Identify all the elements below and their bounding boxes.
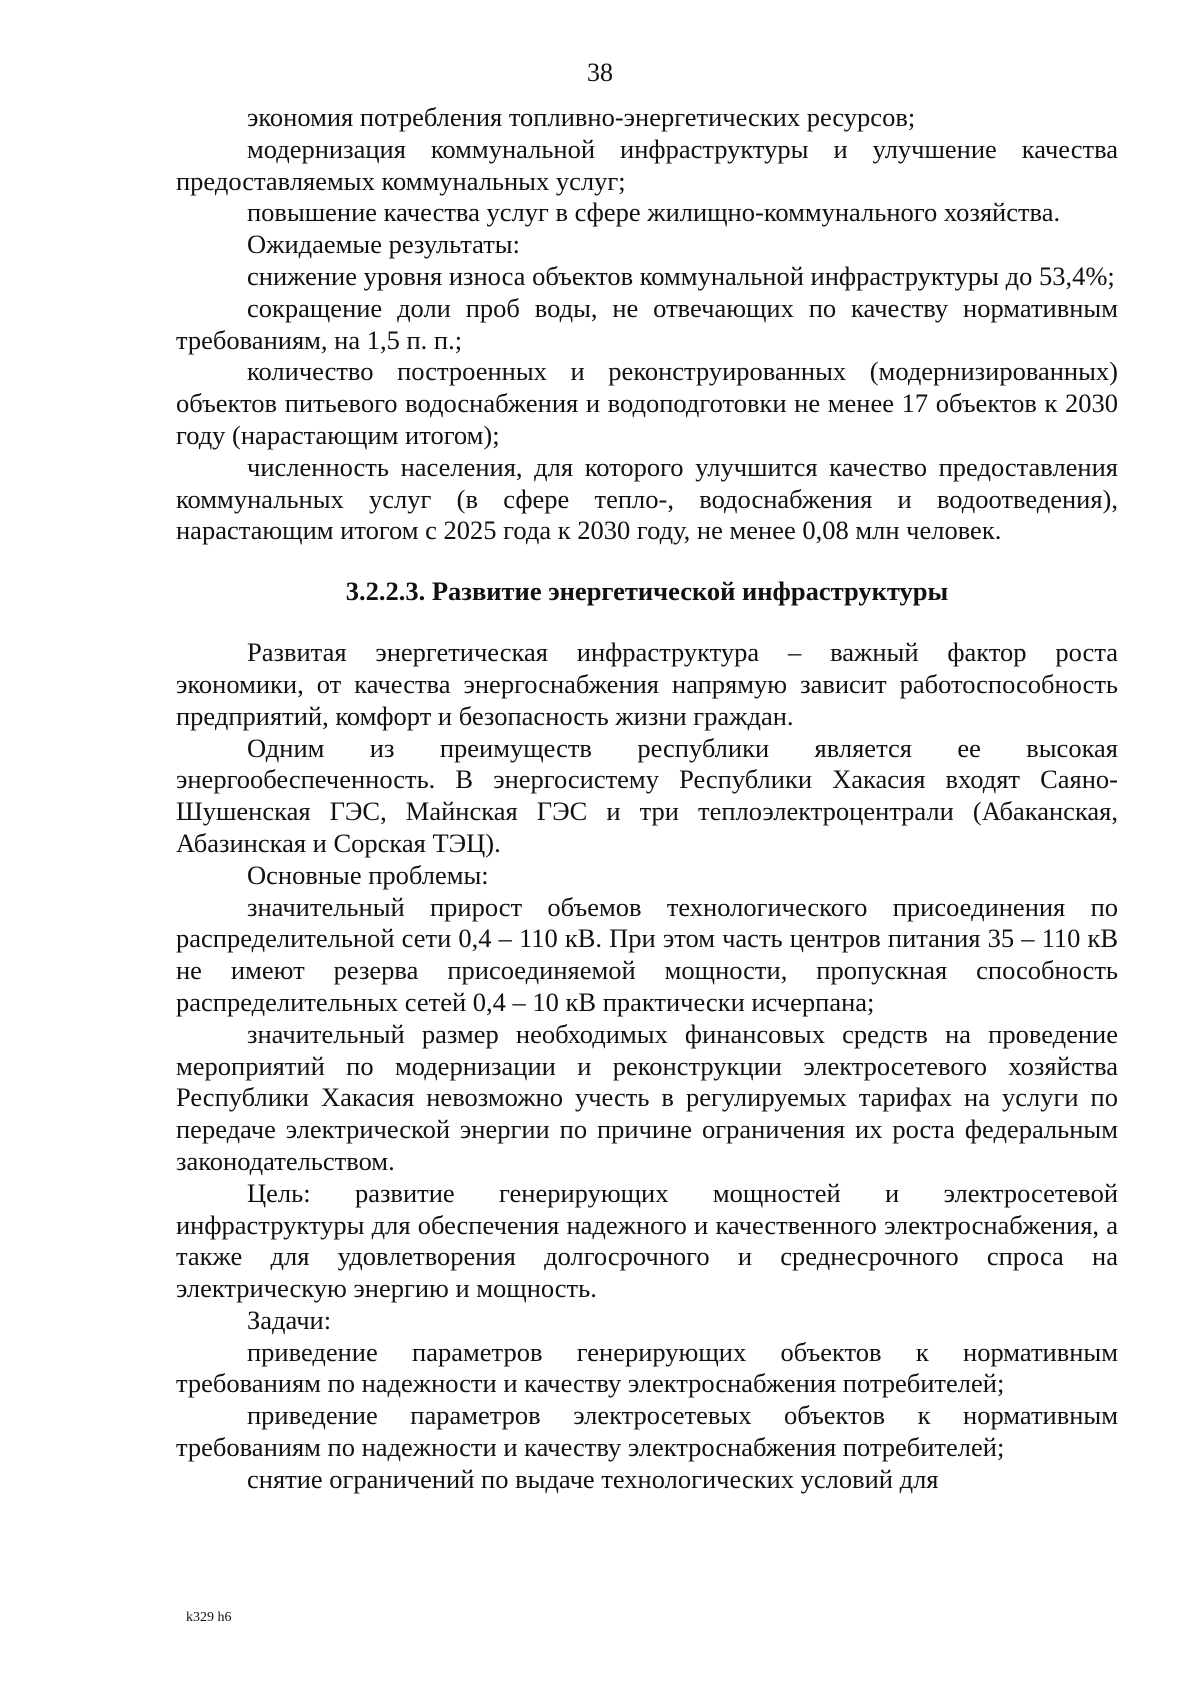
paragraph: Основные проблемы: bbox=[247, 859, 489, 890]
paragraph: повышение качества услуг в сфере жилищно-коммунального хозяйства. bbox=[247, 197, 1061, 228]
paragraph: приведение параметров электросетевых объектов к нормативным требованиям по надежности и качеству электроснабжения потребителей; bbox=[176, 1400, 1118, 1463]
paragraph: значительный прирост объемов технологического присоединения по распределительной сети 0,4 – 110 кВ. При этом часть центров питания 35 – 110 кВ не имеют резерва присоединяемой мощности, пропускная способность распределительных сетей 0,4 – 10 кВ практически исчерпана; bbox=[176, 891, 1118, 1017]
paragraph: значительный размер необходимых финансовых средств на проведение мероприятий по модернизации и реконструкции электросетевого хозяйства Республики Хакасия невозможно учесть в регулируемых тарифах на услуги по передаче электрической энергии по причине ограничения их роста федеральным законодательством. bbox=[176, 1018, 1118, 1176]
paragraph: количество построенных и реконструированных (модернизированных) объектов питьевого водоснабжения и водоподготовки не менее 17 объектов к 2030 году (нарастающим итогом); bbox=[176, 356, 1118, 450]
paragraph: снятие ограничений по выдаче технологических условий для bbox=[247, 1463, 939, 1494]
paragraph: экономия потребления топливно-энергетических ресурсов; bbox=[247, 102, 916, 132]
footer-code: k329 h6 bbox=[186, 1610, 232, 1625]
paragraph: снижение уровня износа объектов коммунальной инфраструктуры до 53,4%; bbox=[247, 260, 1115, 291]
paragraph: Ожидаемые результаты: bbox=[247, 229, 520, 260]
paragraph: приведение параметров генерирующих объектов к нормативным требованиям по надежности и качеству электроснабжения потребителей; bbox=[176, 1336, 1118, 1399]
paragraph: численность населения, для которого улучшится качество предоставления коммунальных услуг (в сфере тепло-, водоснабжения и водоотведения), нарастающим итогом с 2025 года к 2030 году, не менее 0,08 млн человек. bbox=[176, 451, 1118, 546]
section-heading: 3.2.2.3. Развитие энергетической инфраструктуры bbox=[345, 576, 949, 607]
paragraph: Цель: развитие генерирующих мощностей и электросетевой инфраструктуры для обеспечения надежного и качественного электроснабжения, а также для удовлетворения долгосрочного и среднесрочного спроса на электрическую энергию и мощность. bbox=[176, 1177, 1118, 1304]
paragraph: Одним из преимуществ республики является ее высокая энергообеспеченность. В энергосистему Республики Хакасия входят Саяно-Шушенская ГЭС, Майнская ГЭС и три теплоэлектроцентрали (Абаканская, Абазинская и Сорская ТЭЦ). bbox=[176, 732, 1118, 858]
paragraph: Задачи: bbox=[247, 1304, 332, 1335]
paragraph: модернизация коммунальной инфраструктуры и улучшение качества предоставляемых коммунальных услуг; bbox=[176, 133, 1118, 196]
page-number: 38 bbox=[587, 58, 613, 87]
page-content bbox=[176, 102, 1118, 1496]
paragraph: Развитая энергетическая инфраструктура – важный фактор роста экономики, от качества энергоснабжения напрямую зависит работоспособность предприятий, комфорт и безопасность жизни граждан. bbox=[176, 637, 1118, 731]
paragraph: сокращение доли проб воды, не отвечающих по качеству нормативным требованиям, на 1,5 п. п.; bbox=[176, 292, 1118, 355]
